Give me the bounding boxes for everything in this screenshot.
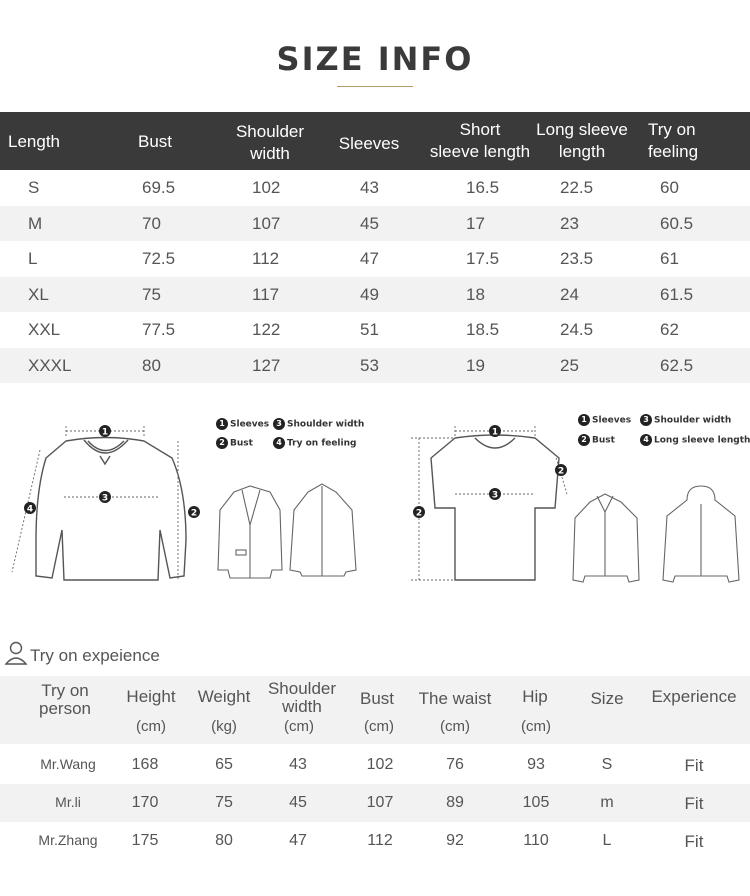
person-icon xyxy=(4,640,28,666)
diagram-marker xyxy=(413,506,425,519)
hoodie-illustration xyxy=(663,486,739,582)
size-table-row xyxy=(0,170,750,205)
svg-text:3: 3 xyxy=(101,493,109,504)
tryon-header-weight: Weight xyxy=(197,687,251,706)
tryon-header-shoulder-unit: (cm) xyxy=(284,718,314,735)
diagram-marker xyxy=(188,506,200,519)
tryon-table-cell: Mr.Wang xyxy=(40,756,96,772)
tryon-table-cell: 107 xyxy=(366,794,394,811)
svg-text:2: 2 xyxy=(557,466,565,477)
tryon-table-cell: Fit xyxy=(684,756,704,775)
legend-item: 2 Bust xyxy=(578,434,615,446)
legend-item: 1 Sleeves xyxy=(216,418,269,430)
size-table-cell: 122 xyxy=(252,320,281,339)
tryon-table-cell: 92 xyxy=(446,832,464,849)
tryon-header-hip-unit: (cm) xyxy=(521,718,551,735)
size-table-cell: 75 xyxy=(142,284,161,304)
size-table-cell: 107 xyxy=(252,213,281,233)
size-table-cell: 18.5 xyxy=(466,320,500,339)
header-shoulder-width: Shoulder width xyxy=(235,122,305,163)
diagram-marker xyxy=(489,488,501,501)
tryon-table-cell: m xyxy=(600,794,614,811)
size-table-cell: 22.5 xyxy=(560,178,594,197)
size-table-row xyxy=(0,348,750,383)
size-table-cell: 18 xyxy=(466,284,485,304)
size-table-row xyxy=(0,312,750,347)
size-table-row xyxy=(0,277,750,312)
tryon-header-height-unit: (cm) xyxy=(136,718,166,735)
title-underline xyxy=(337,86,413,87)
tryon-table-row xyxy=(0,822,750,860)
size-table-cell: 23.5 xyxy=(560,249,594,268)
svg-text:2: 2 xyxy=(415,508,423,519)
size-table-cell: 62 xyxy=(660,320,679,339)
tryon-table-cell: Mr.Zhang xyxy=(38,832,98,848)
tryon-table-cell: 75 xyxy=(215,794,233,811)
size-table-cell: 25 xyxy=(560,355,579,375)
size-table-cell: 127 xyxy=(252,355,281,375)
size-table-cell: 117 xyxy=(252,284,280,304)
size-table-cell: 112 xyxy=(252,249,280,268)
size-table-cell: 61 xyxy=(660,249,679,268)
svg-text:3: 3 xyxy=(491,490,499,501)
tryon-table-cell: 47 xyxy=(289,832,307,849)
size-table-cell: 77.5 xyxy=(142,320,176,339)
legend-item: 4 Long sleeve length xyxy=(640,434,750,446)
size-table-cell: 53 xyxy=(360,355,379,375)
legend-item: 3 Shoulder width xyxy=(640,414,731,426)
tryon-table-cell: Fit xyxy=(684,832,704,851)
tryon-table-cell: Fit xyxy=(684,794,704,813)
size-table-cell: 80 xyxy=(142,355,161,375)
tryon-table-cell: 80 xyxy=(215,832,233,849)
tryon-table-cell: 76 xyxy=(446,756,464,773)
shirt-illustration xyxy=(573,494,639,582)
size-table-cell: 70 xyxy=(142,213,161,233)
legend-item: 3 Shoulder width xyxy=(273,418,364,430)
size-table-cell: 17 xyxy=(466,213,485,233)
size-table-cell: XL xyxy=(28,284,49,304)
tryon-table-cell: 110 xyxy=(523,832,549,849)
size-table-cell: 49 xyxy=(360,284,379,304)
legend-item: 1 Sleeves xyxy=(578,414,631,426)
tryon-table-cell: 89 xyxy=(446,794,464,811)
long-sleeve-diagram xyxy=(0,400,375,600)
tryon-table-cell: 102 xyxy=(366,756,394,773)
size-table-cell: 47 xyxy=(360,249,379,268)
zip-jacket-illustration xyxy=(290,484,356,576)
size-table-cell: 19 xyxy=(466,355,485,375)
tryon-table-header xyxy=(0,676,750,744)
tryon-table-cell: L xyxy=(602,832,612,849)
tryon-table-row xyxy=(0,784,750,822)
tryon-table-cell: 175 xyxy=(131,832,159,849)
tryon-table-cell: Mr.li xyxy=(55,794,81,810)
tryon-header-height: Height xyxy=(126,687,176,706)
tryon-header-weight-unit: (kg) xyxy=(211,718,237,735)
legend-item: 2 Bust xyxy=(216,437,253,449)
size-table-cell: S xyxy=(28,178,40,197)
size-table-header xyxy=(0,112,750,170)
t-shirt-diagram xyxy=(375,400,750,600)
size-table-cell: XXXL xyxy=(28,355,72,375)
size-table-cell: L xyxy=(28,249,38,268)
header-short-sleeve-length: Short sleeve length xyxy=(429,120,531,161)
size-table-cell: 69.5 xyxy=(142,178,176,197)
tryon-header-bust: Bust xyxy=(359,689,395,708)
size-table-cell: 24 xyxy=(560,284,579,304)
size-table-row xyxy=(0,206,750,241)
size-table-cell: 60 xyxy=(660,178,679,197)
tryon-table-cell: 43 xyxy=(289,756,307,773)
tryon-table-cell: S xyxy=(601,756,613,773)
tryon-header-size: Size xyxy=(590,689,624,708)
tryon-table-cell: 45 xyxy=(289,794,307,811)
tryon-table-cell: 65 xyxy=(215,756,233,773)
tryon-header-person: Try on person xyxy=(39,681,91,718)
svg-text:1: 1 xyxy=(101,427,109,438)
header-try-on-feeling: Try on feeling xyxy=(648,120,699,161)
size-table-cell: 102 xyxy=(252,178,281,197)
tryon-header-experience: Experience xyxy=(651,687,737,706)
tryon-header-shoulder-width: Shoulder width xyxy=(267,679,337,716)
size-table-cell: 24.5 xyxy=(560,320,594,339)
diagram-marker xyxy=(555,464,567,477)
size-table-cell: 43 xyxy=(360,178,379,197)
size-table-cell: 16.5 xyxy=(466,178,500,197)
diagram-marker xyxy=(99,491,111,504)
tryon-header-bust-unit: (cm) xyxy=(364,718,394,735)
tryon-table-cell: 170 xyxy=(131,794,159,811)
size-table-cell: 62.5 xyxy=(660,355,694,375)
tryon-table-cell: 105 xyxy=(522,794,550,811)
size-table-cell: M xyxy=(28,213,43,233)
legend-item: 4 Try on feeling xyxy=(273,437,356,449)
page-title: SIZE INFO xyxy=(276,40,474,78)
tryon-table-cell: 168 xyxy=(131,756,159,773)
diagram-marker xyxy=(99,425,111,438)
tryon-header-waist: The waist xyxy=(418,689,492,708)
tryon-table-row xyxy=(0,746,750,784)
size-table-cell: 45 xyxy=(360,213,379,233)
tryon-table-cell: 93 xyxy=(527,756,545,773)
size-table-row xyxy=(0,241,750,276)
header-length: Length xyxy=(8,132,60,151)
size-table-cell: 61.5 xyxy=(660,284,694,304)
size-table-cell: 72.5 xyxy=(142,249,176,268)
header-bust: Bust xyxy=(138,132,173,151)
size-table-cell: 23 xyxy=(560,213,579,233)
tryon-header-waist-unit: (cm) xyxy=(440,718,470,735)
tryon-table-cell: 112 xyxy=(367,832,393,849)
svg-text:1: 1 xyxy=(491,427,499,438)
size-table-cell: 17.5 xyxy=(466,249,500,268)
size-table-cell: XXL xyxy=(28,320,61,339)
header-sleeves: Sleeves xyxy=(338,134,400,153)
size-table-cell: 60.5 xyxy=(660,213,694,233)
svg-text:4: 4 xyxy=(26,504,34,515)
tryon-section-title: Try on expeience xyxy=(30,646,160,665)
tryon-header-hip: Hip xyxy=(522,687,548,706)
size-table-cell: 51 xyxy=(360,320,379,339)
header-long-sleeve-length: Long sleeve length xyxy=(536,120,628,161)
blazer-illustration xyxy=(218,486,282,578)
svg-text:2: 2 xyxy=(190,508,198,519)
